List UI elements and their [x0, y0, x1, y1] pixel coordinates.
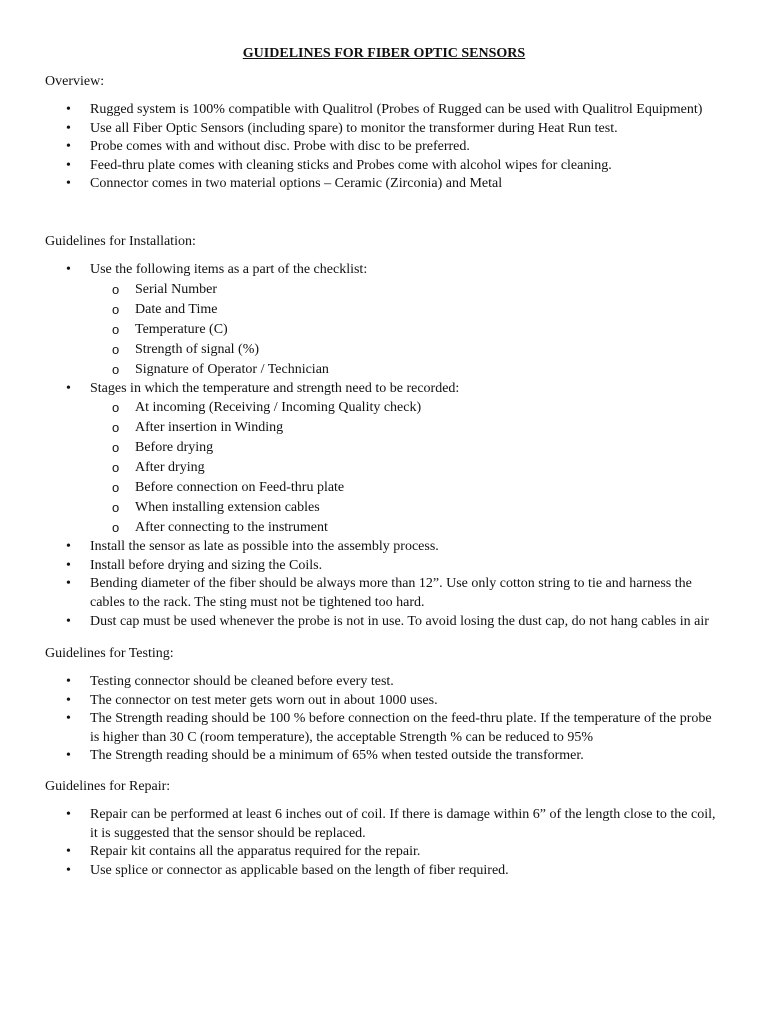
bullet-icon: •	[66, 539, 71, 555]
bullet-icon: •	[66, 120, 71, 136]
list-item	[0, 101, 768, 120]
list-item	[0, 138, 768, 157]
list-item-text: Repair kit contains all the apparatus required for the repair.	[90, 844, 421, 860]
bullet-icon: •	[66, 862, 71, 878]
list-item-text: Install the sensor as late as possible into the assembly process.	[90, 539, 439, 555]
list-item-text: Bending diameter of the fiber should be always more than 12”. Use only cotton string to tie and harness the cables to the rack. The sting must not be tightened too hard.	[90, 576, 692, 610]
circle-bullet-icon: o	[112, 341, 120, 357]
bullet-icon: •	[66, 176, 71, 192]
list-item-text: Use splice or connector as applicable based on the length of fiber required.	[90, 862, 509, 878]
bullet-icon: •	[66, 692, 71, 708]
bullet-icon: •	[66, 262, 71, 277]
circle-bullet-icon: o	[112, 520, 120, 536]
bullet-icon: •	[66, 557, 71, 573]
repair-heading: Guidelines for Repair:	[45, 779, 171, 794]
list-item	[0, 557, 768, 576]
bullet-icon: •	[66, 748, 71, 764]
bullet-icon: •	[66, 380, 71, 396]
circle-bullet-icon: o	[112, 420, 120, 436]
sublist-item-text: After insertion in Winding	[135, 420, 284, 436]
list-item	[0, 120, 768, 139]
bullet-icon: •	[66, 711, 71, 727]
stages-sublist	[90, 398, 723, 538]
installation-list	[0, 261, 768, 631]
bullet-icon: •	[66, 157, 71, 173]
list-item-text: Use all Fiber Optic Sensors (including spare) to monitor the transformer during Heat Run test.	[90, 120, 618, 136]
sublist-item	[90, 438, 723, 458]
list-item-text: Repair can be performed at least 6 inches out of coil. If there is damage within 6” of the length close to the coil, it is suggested that the sensor should be replaced.	[90, 807, 716, 841]
stages-intro: Stages in which the temperature and strength need to be recorded:	[90, 380, 460, 396]
list-item-text: Dust cap must be used whenever the probe is not in use. To avoid losing the dust cap, do not hang cables in air	[90, 613, 709, 629]
sublist-item-text: When installing extension cables	[135, 500, 320, 516]
checklist-intro: Use the following items as a part of the checklist:	[90, 262, 368, 277]
sublist-item	[90, 478, 723, 498]
sublist-item	[90, 418, 723, 438]
list-item-text: The Strength reading should be 100 % before connection on the feed-thru plate. If the temperature of the probe is higher than 30 C (room temperature), the acceptable Strength % can be reduced to 95%	[90, 711, 712, 745]
bullet-icon: •	[66, 102, 71, 117]
list-item	[0, 613, 768, 632]
sublist-item	[90, 498, 723, 518]
list-item	[0, 747, 768, 766]
list-item-text: Install before drying and sizing the Coils.	[90, 557, 323, 573]
sublist-item-text: Strength of signal (%)	[135, 341, 260, 357]
circle-bullet-icon: o	[112, 480, 120, 496]
bullet-icon: •	[66, 807, 71, 822]
bullet-icon: •	[66, 139, 71, 155]
sublist-item	[90, 300, 723, 320]
list-item	[0, 175, 768, 194]
circle-bullet-icon: o	[112, 281, 120, 297]
circle-bullet-icon: o	[112, 500, 120, 516]
list-item	[0, 380, 768, 539]
sublist-item	[90, 280, 723, 300]
circle-bullet-icon: o	[112, 321, 120, 337]
testing-list	[0, 673, 768, 766]
sublist-item-text: Signature of Operator / Technician	[135, 361, 329, 377]
sublist-item	[90, 398, 723, 418]
installation-heading: Guidelines for Installation:	[45, 234, 196, 249]
list-item	[0, 710, 768, 747]
list-item-text: Connector comes in two material options – Ceramic (Zirconia) and Metal	[90, 176, 503, 192]
sublist-item-text: Before drying	[135, 440, 214, 456]
sublist-item-text: Serial Number	[135, 281, 218, 297]
list-item	[0, 692, 768, 711]
bullet-icon: •	[66, 844, 71, 860]
list-item	[0, 673, 768, 692]
list-item	[0, 538, 768, 557]
sublist-item	[90, 360, 723, 380]
sublist-item-text: Temperature (C)	[135, 321, 228, 337]
repair-list	[0, 806, 768, 880]
overview-heading: Overview:	[45, 74, 105, 89]
list-item	[0, 261, 768, 380]
circle-bullet-icon: o	[112, 301, 120, 317]
bullet-icon: •	[66, 576, 71, 592]
list-item-text: Testing connector should be cleaned before every test.	[90, 674, 394, 689]
sublist-item-text: Date and Time	[135, 301, 218, 317]
list-item	[0, 862, 768, 881]
list-item-text: The Strength reading should be a minimum of 65% when tested outside the transformer.	[90, 748, 584, 764]
sublist-item-text: After connecting to the instrument	[135, 520, 328, 536]
document-title: GUIDELINES FOR FIBER OPTIC SENSORS	[242, 46, 526, 61]
sublist-item-text: At incoming (Receiving / Incoming Quality check)	[135, 400, 422, 416]
testing-heading: Guidelines for Testing:	[45, 646, 174, 661]
list-item	[0, 575, 768, 612]
sublist-item	[90, 320, 723, 340]
circle-bullet-icon: o	[112, 440, 120, 456]
circle-bullet-icon: o	[112, 400, 120, 416]
circle-bullet-icon: o	[112, 361, 120, 377]
list-item	[0, 806, 768, 843]
list-item-text: Feed-thru plate comes with cleaning sticks and Probes come with alcohol wipes for cleaning.	[90, 157, 612, 173]
circle-bullet-icon: o	[112, 460, 120, 476]
checklist-sublist	[90, 280, 723, 380]
sublist-item-text: Before connection on Feed-thru plate	[135, 480, 345, 496]
sublist-item	[90, 518, 723, 538]
sublist-item	[90, 458, 723, 478]
sublist-item-text: After drying	[135, 460, 205, 476]
list-item	[0, 157, 768, 176]
list-item-text: The connector on test meter gets worn out in about 1000 uses.	[90, 692, 438, 708]
overview-list	[0, 101, 768, 194]
list-item	[0, 843, 768, 862]
bullet-icon: •	[66, 674, 71, 689]
list-item-text: Rugged system is 100% compatible with Qualitrol (Probes of Rugged can be used with Qualitrol Equipment)	[90, 102, 703, 117]
sublist-item	[90, 340, 723, 360]
bullet-icon: •	[66, 613, 71, 629]
list-item-text: Probe comes with and without disc. Probe with disc to be preferred.	[90, 139, 470, 155]
